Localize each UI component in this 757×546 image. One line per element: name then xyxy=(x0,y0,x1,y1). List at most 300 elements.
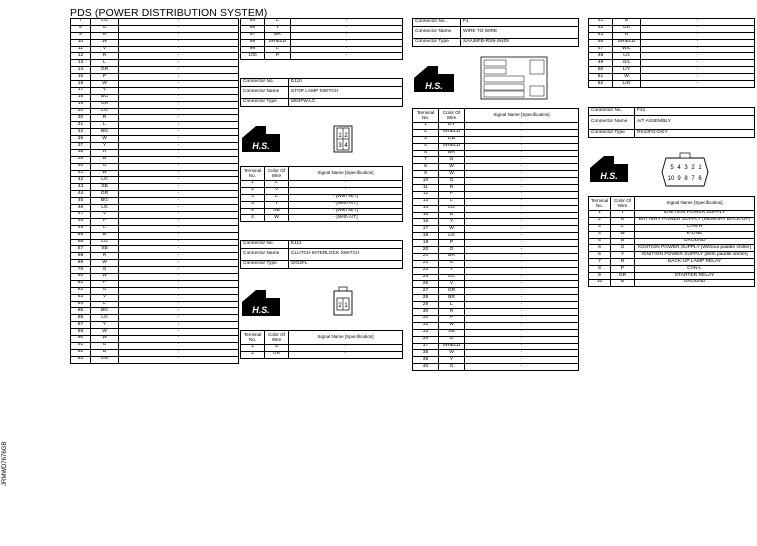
table-row xyxy=(71,32,239,39)
wire-color-cell: R xyxy=(439,185,465,192)
signal-cell: - xyxy=(119,301,239,308)
terminal-cell: 45 xyxy=(71,198,91,205)
terminal-cell: 98 xyxy=(241,39,265,46)
signal-cell: - xyxy=(119,87,239,94)
f31-terminal-table: Terminal No. Color Of Wire Signal Name [Specification] 1 Y IGNITION POWER SUPPLY 2 R BATTERY POWER SUPPLY (MEMORY BACK-UP) 3 L CAN-H 4 W K-LINE 5 B GROUND 6 G IGNITION POWER SUPPLY [Without paddle shifter] 6 Y IGNITION POWER SUPPLY [With paddle shifter] 7 R BACK-UP LAMP RELAY 8 P CAN-L 9 GR STARTER RELAY 10 B GROUND xyxy=(588,196,755,287)
wire-color-cell: L/Y xyxy=(613,67,641,74)
table-row xyxy=(71,322,239,329)
terminal-cell: 14 xyxy=(413,205,439,212)
wire-color-cell: V xyxy=(265,187,289,194)
table-row xyxy=(71,232,239,239)
terminal-cell: 4 xyxy=(413,143,439,150)
terminal-cell: 19 xyxy=(71,101,91,108)
document-code: JRMWD7676GB xyxy=(2,441,8,486)
signal-cell: - xyxy=(465,357,579,364)
wire-color-cell: SB xyxy=(439,329,465,336)
table-row xyxy=(589,53,755,60)
terminal-cell: 10 xyxy=(71,39,91,46)
table-row xyxy=(413,260,579,267)
table-row xyxy=(413,185,579,192)
table-row xyxy=(413,136,579,143)
table-row xyxy=(71,81,239,88)
wire-color-cell: P xyxy=(439,191,465,198)
wire-color-cell: SHIELD xyxy=(439,129,465,136)
signal-cell: - xyxy=(119,349,239,356)
terminal-cell: 34 xyxy=(413,336,439,343)
table-row xyxy=(413,123,579,130)
wire-color-cell: Y xyxy=(265,25,291,32)
table-row xyxy=(71,329,239,336)
svg-text:10: 10 xyxy=(667,176,675,182)
table-row xyxy=(413,143,579,150)
signal-cell: - xyxy=(641,53,755,60)
table-row xyxy=(413,281,579,288)
wire-color-cell: L xyxy=(265,181,289,188)
signal-cell: - [With A/T] xyxy=(289,215,403,222)
wire-color-cell: GR xyxy=(91,191,119,198)
signal-cell: - xyxy=(119,260,239,267)
wire-color-cell: W xyxy=(439,322,465,329)
table-row xyxy=(589,67,755,74)
table-row xyxy=(413,329,579,336)
wire-color-cell: W xyxy=(439,171,465,178)
signal-cell: - xyxy=(119,108,239,115)
signal-cell: - xyxy=(465,129,579,136)
table-row xyxy=(413,274,579,281)
signal-cell: - xyxy=(465,260,579,267)
table-row xyxy=(71,149,239,156)
wire-color-cell: LG xyxy=(91,315,119,322)
wire-color-cell: P xyxy=(265,53,291,60)
table-row xyxy=(413,164,579,171)
terminal-cell: 18 xyxy=(71,94,91,101)
signal-cell: - xyxy=(465,171,579,178)
wire-color-cell: G xyxy=(91,25,119,32)
signal-cell: - xyxy=(119,273,239,280)
table-row xyxy=(589,60,755,67)
wire-color-cell: G xyxy=(439,364,465,371)
terminal-cell: 86 xyxy=(71,315,91,322)
wire-color-cell: L xyxy=(91,60,119,67)
terminal-cell: 9 xyxy=(71,32,91,39)
table-row xyxy=(413,343,579,350)
signal-cell: - xyxy=(465,191,579,198)
table-row xyxy=(589,245,755,252)
wire-color-cell: LG xyxy=(91,108,119,115)
wire-color-cell: P xyxy=(439,240,465,247)
signal-cell: - xyxy=(465,247,579,254)
table-row xyxy=(589,32,755,39)
terminal-cell: 17 xyxy=(413,226,439,233)
signal-cell: CAN-L xyxy=(635,266,755,273)
table-row xyxy=(241,187,403,194)
terminal-cell: 14 xyxy=(71,67,91,74)
wire-color-cell: LG xyxy=(91,177,119,184)
svg-text:4: 4 xyxy=(344,143,348,149)
terminal-cell: 2 xyxy=(413,129,439,136)
wire-color-cell: L xyxy=(91,301,119,308)
table-row xyxy=(413,315,579,322)
wire-color-cell: R xyxy=(439,309,465,316)
wire-color-cell: Y xyxy=(439,267,465,274)
wire-color-cell: LG xyxy=(613,53,641,60)
table-row xyxy=(589,39,755,46)
terminal-cell: 8 xyxy=(71,25,91,32)
wire-color-cell: LG xyxy=(91,239,119,246)
wire-color-cell: R xyxy=(91,115,119,122)
wire-color-cell: Y xyxy=(91,143,119,150)
wire-color-cell: O xyxy=(439,247,465,254)
signal-cell: - xyxy=(465,309,579,316)
terminal-cell: 4 xyxy=(241,215,265,222)
table-row xyxy=(71,184,239,191)
signal-cell: - xyxy=(119,184,239,191)
signal-cell: - xyxy=(119,218,239,225)
terminal-cell: 82 xyxy=(71,287,91,294)
terminal-cell: 29 xyxy=(413,302,439,309)
signal-cell: - xyxy=(119,101,239,108)
signal-cell: IGNITION POWER SUPPLY xyxy=(635,211,755,218)
table-row xyxy=(71,25,239,32)
table-row xyxy=(71,205,239,212)
signal-cell: IGNITION POWER SUPPLY [Without paddle shifter] xyxy=(635,245,755,252)
svg-text:2: 2 xyxy=(691,165,695,171)
table-row xyxy=(241,25,403,32)
table-row xyxy=(589,46,755,53)
signal-cell: - xyxy=(291,39,403,46)
signal-cell: - xyxy=(641,81,755,88)
wire-color-cell: SB xyxy=(265,208,289,215)
wire-color-cell: B xyxy=(613,19,641,26)
wire-color-cell: W xyxy=(91,335,119,342)
signal-cell: - xyxy=(465,219,579,226)
signal-cell: - xyxy=(119,246,239,253)
signal-cell: - xyxy=(119,60,239,67)
terminal-cell: 59 xyxy=(71,232,91,239)
table-row xyxy=(589,279,755,286)
wire-color-cell: G xyxy=(439,157,465,164)
table-row xyxy=(413,219,579,226)
terminal-cell: 12 xyxy=(413,191,439,198)
svg-text:9: 9 xyxy=(677,176,681,182)
terminal-cell: 49 xyxy=(589,60,613,67)
terminal-cell: 90 xyxy=(71,335,91,342)
svg-text:H.S.: H.S. xyxy=(252,141,270,151)
terminal-cell: 9 xyxy=(413,171,439,178)
wire-color-cell: GR xyxy=(91,101,119,108)
terminal-cell: 3 xyxy=(589,224,611,231)
table-row xyxy=(241,351,403,358)
table-row xyxy=(589,81,755,88)
wire-color-cell: V xyxy=(91,294,119,301)
signal-cell: - xyxy=(465,143,579,150)
wire-color-cell: GR xyxy=(611,273,635,280)
terminal-cell: 2 xyxy=(589,217,611,224)
table-row xyxy=(413,267,579,274)
signal-cell: - xyxy=(465,343,579,350)
signal-cell: - xyxy=(119,315,239,322)
wire-color-cell: BR xyxy=(439,295,465,302)
terminal-cell: 91 xyxy=(71,342,91,349)
terminal-cell: 22 xyxy=(413,260,439,267)
table-row xyxy=(589,224,755,231)
signal-cell: - xyxy=(119,67,239,74)
wire-color-cell: L xyxy=(611,224,635,231)
signal-cell: - xyxy=(119,287,239,294)
wire-color-cell: G xyxy=(91,287,119,294)
terminal-cell: 30 xyxy=(71,115,91,122)
wire-color-cell: GR xyxy=(265,351,289,358)
signal-cell: - xyxy=(291,46,403,53)
table-row xyxy=(589,231,755,238)
wire-color-cell: LG xyxy=(91,205,119,212)
wire-color-cell: R xyxy=(613,32,641,39)
wire-color-cell: BR xyxy=(439,253,465,260)
table-row xyxy=(413,309,579,316)
f31-hs-badge xyxy=(590,156,628,187)
table-row xyxy=(71,163,239,170)
signal-cell: - xyxy=(289,351,403,358)
terminal-cell: 17 xyxy=(71,87,91,94)
terminal-cell: 6 xyxy=(589,252,611,259)
e110-hs-badge xyxy=(242,126,280,157)
wire-color-cell: V xyxy=(91,46,119,53)
table-row xyxy=(71,156,239,163)
wire-color-cell: Y xyxy=(439,357,465,364)
wire-color-cell: B xyxy=(91,232,119,239)
f1-connector-info: Connector No. F1 Connector Name WIRE TO WIRE Connector Type SAA36FB-RS8-SHZ8 xyxy=(412,18,579,47)
terminal-cell: 70 xyxy=(71,267,91,274)
f31-connector-face xyxy=(660,152,710,197)
table-row xyxy=(71,211,239,218)
e110-connector-info: Connector No. E110 Connector Name STOP LAMP SWITCH Connector Type M04FW-LC xyxy=(240,78,403,107)
terminal-cell: 16 xyxy=(413,219,439,226)
terminal-cell: 20 xyxy=(413,247,439,254)
signal-cell: - xyxy=(465,212,579,219)
signal-cell: - xyxy=(641,32,755,39)
wire-color-cell: BG xyxy=(91,129,119,136)
table-row xyxy=(241,32,403,39)
wire-color-cell: W xyxy=(91,81,119,88)
table-row xyxy=(71,87,239,94)
terminal-cell: 19 xyxy=(413,240,439,247)
terminal-cell: 41 xyxy=(71,170,91,177)
signal-cell: - xyxy=(119,19,239,26)
table-row xyxy=(71,74,239,81)
wire-color-cell: R xyxy=(91,53,119,60)
wire-color-cell: G xyxy=(91,267,119,274)
table-row xyxy=(241,53,403,60)
wire-color-cell: L xyxy=(439,302,465,309)
terminal-cell: 69 xyxy=(71,260,91,267)
signal-cell: - xyxy=(465,315,579,322)
terminal-cell: 68 xyxy=(71,253,91,260)
terminal-cell: 15 xyxy=(71,74,91,81)
signal-cell: - xyxy=(119,74,239,81)
wire-color-cell: GR xyxy=(91,356,119,363)
signal-cell: - xyxy=(289,345,403,352)
e111-connector-info: Connector No. E111 Connector Name CLUTCH INTERLOCK SWITCH Connector Type SIO2FL xyxy=(240,240,403,269)
signal-cell: - [With M/T] xyxy=(289,194,403,201)
table-row xyxy=(413,357,579,364)
table-row xyxy=(413,198,579,205)
signal-cell: - xyxy=(119,156,239,163)
terminal-cell: 37 xyxy=(413,343,439,350)
terminal-cell: 87 xyxy=(71,322,91,329)
wire-color-cell: P xyxy=(611,266,635,273)
table-row xyxy=(71,225,239,232)
terminal-cell: 41 xyxy=(589,19,613,26)
signal-cell: - xyxy=(119,205,239,212)
terminal-cell: 44 xyxy=(71,191,91,198)
wire-color-cell: O/L xyxy=(613,60,641,67)
table-row xyxy=(413,178,579,185)
wire-color-cell: Y xyxy=(611,211,635,218)
table-row xyxy=(71,315,239,322)
terminal-cell: 81 xyxy=(71,280,91,287)
signal-cell: - xyxy=(119,170,239,177)
terminal-cell: 39 xyxy=(413,357,439,364)
svg-text:6: 6 xyxy=(698,176,702,182)
table-row xyxy=(241,181,403,188)
e111-terminal-table: Terminal No. Color Of Wire Signal Name [Specification] 1 G - 2 GR - xyxy=(240,330,403,359)
terminal-cell: 13 xyxy=(413,198,439,205)
table-row xyxy=(413,302,579,309)
wire-color-cell: B xyxy=(91,349,119,356)
terminal-cell: 8 xyxy=(589,266,611,273)
terminal-cell: 31 xyxy=(413,315,439,322)
signal-cell: - xyxy=(119,342,239,349)
table-row xyxy=(241,201,403,208)
wire-color-cell: G xyxy=(439,336,465,343)
wire-color-cell: V xyxy=(439,281,465,288)
signal-cell: - xyxy=(465,288,579,295)
svg-text:4: 4 xyxy=(677,165,681,171)
svg-text:3: 3 xyxy=(338,143,342,149)
e111-connector-face xyxy=(333,286,353,321)
signal-cell: - xyxy=(465,302,579,309)
table-row xyxy=(71,308,239,315)
terminal-cell: 2 xyxy=(241,187,265,194)
terminal-cell: 3 xyxy=(241,201,265,208)
terminal-cell: 95 xyxy=(241,25,265,32)
wire-color-cell: LG xyxy=(91,19,119,26)
table-row xyxy=(71,246,239,253)
signal-cell: - xyxy=(641,46,755,53)
terminal-cell: 31 xyxy=(71,122,91,129)
signal-cell: - xyxy=(119,129,239,136)
f1-connector-face xyxy=(480,56,548,105)
f1-terminal-table: Terminal No. Color Of Wire Signal Name [Specification] 1 L/Y - 2 SHIELD - 3 L/B - 4 SHIELD - 5 BR - 7 G - 8 W - 9 W - 10 G - 11 R - 12 P - 13 L - 14 LG - 15 B - 16 Y - 17 W - 18 LG - 19 P - 20 O - 21 BR - 22 G - 23 Y - 24 LG - 25 V - 27 GR - 28 BR - 29 L - 30 R - 31 P - 32 W - 33 SB - 34 G - 37 SHIELD - 38 W - 39 Y - 40 G - xyxy=(412,108,579,371)
table-row xyxy=(413,150,579,157)
table-row xyxy=(241,46,403,53)
signal-cell: - xyxy=(291,53,403,60)
wire-color-cell: SHIELD xyxy=(265,39,291,46)
terminal-table-c xyxy=(588,18,755,88)
table-row xyxy=(71,122,239,129)
svg-text:1: 1 xyxy=(338,133,342,139)
wire-color-cell: L/B xyxy=(439,136,465,143)
table-row xyxy=(71,356,239,363)
wire-color-cell: G xyxy=(439,178,465,185)
wire-color-cell: B xyxy=(439,212,465,219)
signal-cell: - xyxy=(465,274,579,281)
terminal-cell: 5 xyxy=(589,238,611,245)
wire-color-cell: SB xyxy=(91,184,119,191)
wire-color-cell: G xyxy=(265,345,289,352)
wire-color-cell: GR xyxy=(439,288,465,295)
wire-color-cell: L/G xyxy=(613,81,641,88)
wire-color-cell: W xyxy=(91,39,119,46)
wire-color-cell: R xyxy=(611,259,635,266)
wire-color-cell: W xyxy=(91,329,119,336)
wire-color-cell: P xyxy=(91,74,119,81)
table-row xyxy=(413,350,579,357)
signal-cell: - xyxy=(641,19,755,26)
terminal-cell: 97 xyxy=(241,32,265,39)
terminal-cell: 11 xyxy=(71,46,91,53)
svg-text:1: 1 xyxy=(698,165,702,171)
signal-cell: - xyxy=(465,329,579,336)
table-row xyxy=(71,177,239,184)
signal-cell: - xyxy=(119,81,239,88)
signal-cell: - xyxy=(289,187,403,194)
wire-color-cell: R xyxy=(91,149,119,156)
wire-color-cell: W xyxy=(613,74,641,81)
table-row xyxy=(71,342,239,349)
wire-color-cell: P xyxy=(91,280,119,287)
terminal-cell: 40 xyxy=(413,364,439,371)
table-row xyxy=(71,260,239,267)
signal-cell: GROUND xyxy=(635,279,755,286)
terminal-cell: 50 xyxy=(589,67,613,74)
signal-cell: - xyxy=(119,329,239,336)
wire-color-cell: B xyxy=(611,279,635,286)
table-row xyxy=(589,273,755,280)
signal-cell: - xyxy=(119,191,239,198)
terminal-cell: 43 xyxy=(589,32,613,39)
terminal-cell: 24 xyxy=(413,274,439,281)
wire-color-cell: V xyxy=(91,211,119,218)
table-row xyxy=(241,215,403,222)
wire-color-cell: B xyxy=(91,156,119,163)
table-row xyxy=(413,205,579,212)
signal-cell: - xyxy=(465,253,579,260)
table-row xyxy=(241,39,403,46)
wire-color-cell: BR xyxy=(439,150,465,157)
signal-cell: - xyxy=(641,74,755,81)
signal-cell: - xyxy=(465,178,579,185)
terminal-cell: 32 xyxy=(413,322,439,329)
terminal-cell: 12 xyxy=(71,53,91,60)
signal-cell: BACK-UP LAMP RELAY xyxy=(635,259,755,266)
table-row xyxy=(71,239,239,246)
table-row xyxy=(413,295,579,302)
svg-text:H.S.: H.S. xyxy=(425,81,443,91)
terminal-cell: 48 xyxy=(71,218,91,225)
table-row xyxy=(71,301,239,308)
table-row xyxy=(71,191,239,198)
signal-cell: - xyxy=(465,322,579,329)
table-row xyxy=(413,157,579,164)
table-row xyxy=(71,267,239,274)
wire-color-cell: Y xyxy=(91,322,119,329)
terminal-cell: 94 xyxy=(241,19,265,26)
terminal-cell: 5 xyxy=(413,150,439,157)
signal-cell: - xyxy=(465,123,579,130)
signal-cell: K-LINE xyxy=(635,231,755,238)
signal-cell: - xyxy=(119,294,239,301)
